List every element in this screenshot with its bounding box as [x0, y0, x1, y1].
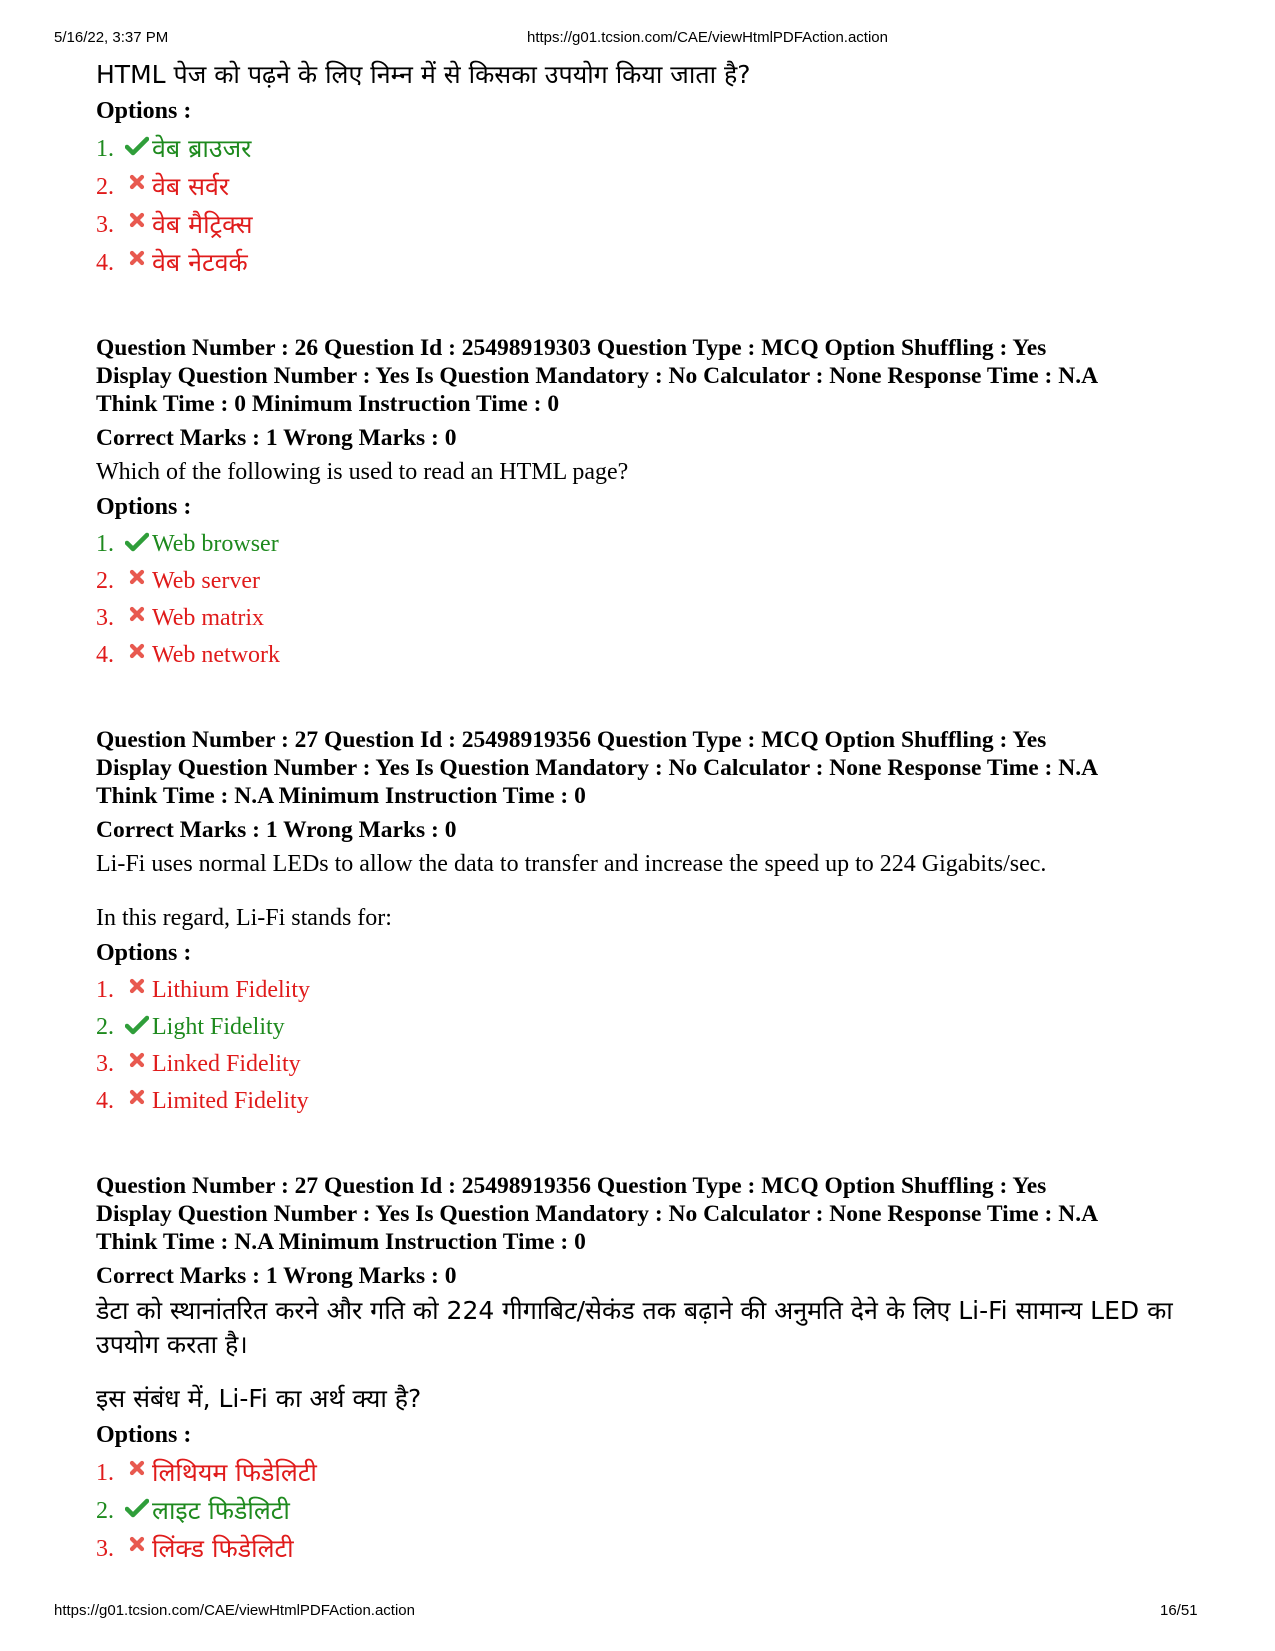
question-stem: Which of the following is used to read an HTML page? [96, 459, 629, 485]
options-list [96, 526, 1206, 674]
question-meta-line-2: Display Question Number : Yes Is Question Mandatory : No Calculator : None Response Time : N.A [96, 1201, 1099, 1227]
options-list [96, 1454, 1206, 1568]
question-meta-line-2: Display Question Number : Yes Is Question Mandatory : No Calculator : None Response Time : N.A [96, 363, 1099, 389]
options-label: Options : [96, 1422, 192, 1448]
option-2 [96, 1492, 1206, 1530]
option-number: 2. [96, 568, 114, 594]
check-icon [122, 526, 152, 552]
option-number: 4. [96, 1088, 114, 1114]
option-text: वेब ब्राउजर [152, 134, 252, 163]
question-marks: Correct Marks : 1 Wrong Marks : 0 [96, 425, 457, 451]
question-meta-line-1: Question Number : 27 Question Id : 25498919356 Question Type : MCQ Option Shuffling : Yes [96, 727, 1047, 753]
options-label: Options : [96, 940, 192, 966]
option-4 [96, 244, 1206, 282]
question-meta-line-3: Think Time : N.A Minimum Instruction Time : 0 [96, 1229, 586, 1255]
option-3 [96, 1046, 1206, 1083]
option-text: लाइट फिडेलिटी [152, 1496, 290, 1525]
print-datetime: 5/16/22, 3:37 PM [54, 29, 169, 46]
cross-icon [122, 244, 152, 266]
options-label: Options : [96, 98, 192, 124]
question-meta-line-1: Question Number : 26 Question Id : 25498919303 Question Type : MCQ Option Shuffling : Yes [96, 335, 1047, 361]
question-stem-line-2: In this regard, Li-Fi stands for: [96, 905, 392, 931]
option-number: 1. [96, 531, 114, 557]
option-1 [96, 972, 1206, 1009]
question-meta-line-3: Think Time : N.A Minimum Instruction Time : 0 [96, 783, 586, 809]
option-number: 4. [96, 250, 114, 276]
options-list [96, 130, 1206, 282]
option-number: 3. [96, 1051, 114, 1077]
question-marks: Correct Marks : 1 Wrong Marks : 0 [96, 817, 457, 843]
option-text: वेब नेटवर्क [152, 248, 248, 277]
page-content [96, 58, 1206, 1568]
option-number: 4. [96, 642, 114, 668]
page-number: 16/51 [1160, 1602, 1198, 1619]
cross-icon [122, 1530, 152, 1552]
option-text: लिंक्ड फिडेलिटी [152, 1534, 294, 1563]
question-26 [96, 334, 1206, 674]
question-stem-line-1: डेटा को स्थानांतरित करने और गति को 224 गीगाबिट/सेकंड तक बढ़ाने की अनुमति देने के लिए Li-Fi सामान्य LED का उपयोग करता है। [96, 1296, 1173, 1359]
option-text: Web server [152, 568, 261, 594]
options-label: Options : [96, 494, 192, 520]
option-4 [96, 1083, 1206, 1120]
cross-icon [122, 1083, 152, 1105]
question-27-english [96, 726, 1206, 1120]
option-number: 2. [96, 1014, 114, 1040]
question-meta-line-1: Question Number : 27 Question Id : 25498919356 Question Type : MCQ Option Shuffling : Yes [96, 1173, 1047, 1199]
cross-icon [122, 1454, 152, 1476]
question-marks: Correct Marks : 1 Wrong Marks : 0 [96, 1263, 457, 1289]
cross-icon [122, 563, 152, 585]
cross-icon [122, 1046, 152, 1068]
option-text: लिथियम फिडेलिटी [152, 1458, 317, 1487]
question-stem: HTML पेज को पढ़ने के लिए निम्न में से किसका उपयोग किया जाता है? [96, 60, 751, 89]
option-text: वेब सर्वर [152, 172, 230, 201]
check-icon [122, 130, 152, 156]
option-text: वेब मैट्रिक्स [152, 210, 253, 239]
option-number: 3. [96, 1536, 114, 1562]
option-text: Web browser [152, 531, 279, 557]
cross-icon [122, 637, 152, 659]
cross-icon [122, 972, 152, 994]
option-number: 1. [96, 136, 114, 162]
option-2 [96, 1009, 1206, 1046]
option-3 [96, 1530, 1206, 1568]
options-list [96, 972, 1206, 1120]
option-1 [96, 1454, 1206, 1492]
option-number: 2. [96, 174, 114, 200]
option-number: 1. [96, 1460, 114, 1486]
question-meta-line-2: Display Question Number : Yes Is Question Mandatory : No Calculator : None Response Time : N.A [96, 755, 1099, 781]
question-meta-line-3: Think Time : 0 Minimum Instruction Time : 0 [96, 391, 560, 417]
option-number: 3. [96, 605, 114, 631]
option-text: Lithium Fidelity [152, 977, 311, 1003]
option-2 [96, 168, 1206, 206]
option-2 [96, 563, 1206, 600]
question-27-hindi [96, 1172, 1206, 1568]
check-icon [122, 1492, 152, 1518]
option-text: Web network [152, 642, 281, 668]
check-icon [122, 1009, 152, 1035]
option-3 [96, 600, 1206, 637]
option-1 [96, 526, 1206, 563]
option-number: 2. [96, 1498, 114, 1524]
option-number: 3. [96, 212, 114, 238]
question-stem-line-1: Li-Fi uses normal LEDs to allow the data to transfer and increase the speed up to 224 Gigabits/sec. [96, 851, 1047, 877]
question-25-hindi [96, 58, 1206, 282]
option-number: 1. [96, 977, 114, 1003]
option-4 [96, 637, 1206, 674]
option-1 [96, 130, 1206, 168]
option-text: Light Fidelity [152, 1014, 285, 1040]
cross-icon [122, 600, 152, 622]
print-header-url: https://g01.tcsion.com/CAE/viewHtmlPDFAction.action [527, 29, 888, 46]
option-text: Limited Fidelity [152, 1088, 309, 1114]
cross-icon [122, 206, 152, 228]
cross-icon [122, 168, 152, 190]
question-stem-line-2: इस संबंध में, Li-Fi का अर्थ क्या है? [96, 1384, 422, 1413]
option-text: Linked Fidelity [152, 1051, 301, 1077]
option-text: Web matrix [152, 605, 265, 631]
print-footer-url: https://g01.tcsion.com/CAE/viewHtmlPDFAction.action [54, 1602, 415, 1619]
option-3 [96, 206, 1206, 244]
